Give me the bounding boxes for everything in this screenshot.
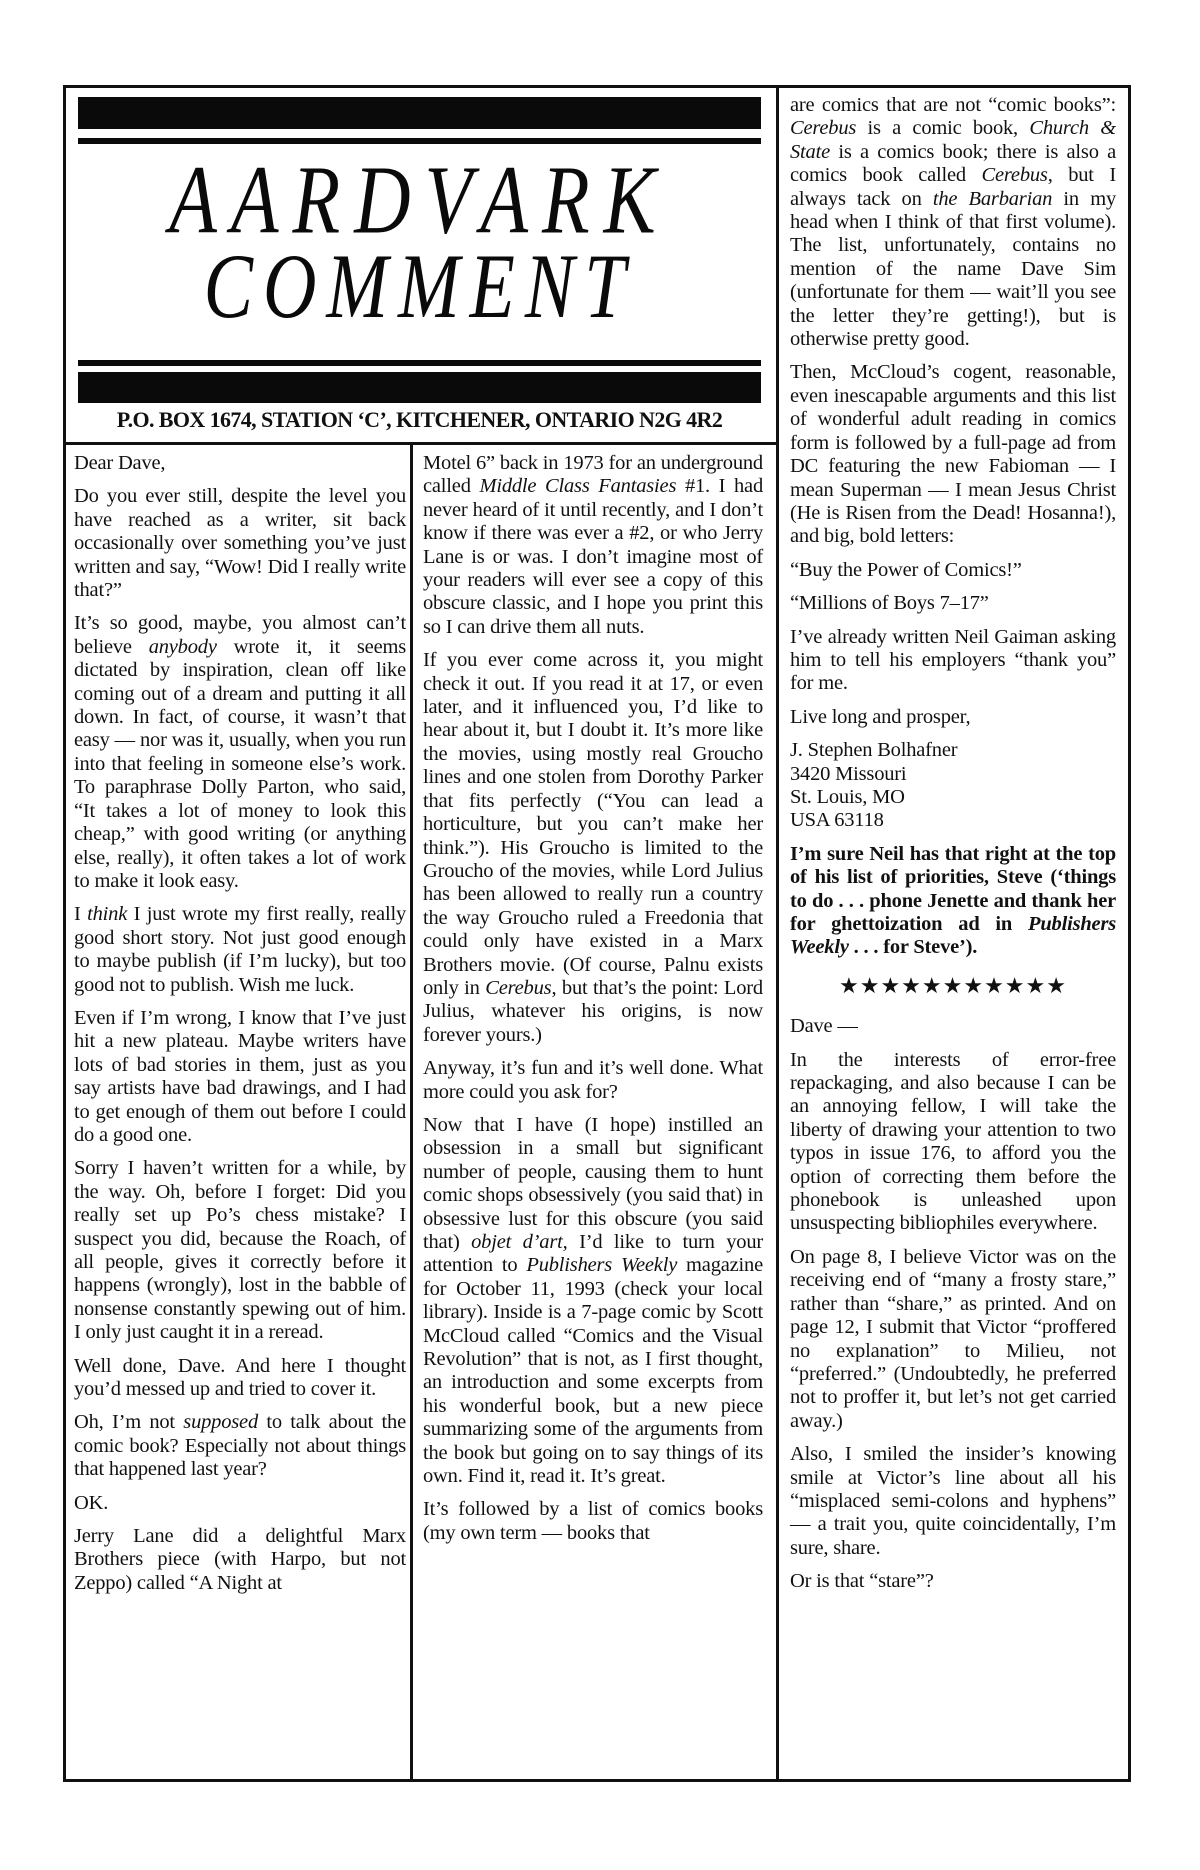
text-run: to talk about the comic book? Especially not about things that happened last year? — [74, 1411, 406, 1481]
text-run: Do you ever still, despite the level you have reached as a writer, sit back occasionally over something you’ve just written and say, “Wow! Did I really write that?” — [74, 485, 406, 602]
paragraph — [74, 485, 406, 602]
paragraph — [790, 94, 1116, 351]
paragraph — [790, 559, 1116, 582]
text-run: #1. I had never heard of it until recently, and I don’t know if there was ever a #2, or who Jerry Lane is or was. I don’t imagine most of your readers will ever see a copy of this obscure classic, and I hope you print this so I can drive them all nuts. — [423, 475, 763, 638]
signature-line: 3420 Missouri — [790, 762, 907, 785]
paragraph — [74, 612, 406, 893]
signature-block — [790, 739, 1116, 833]
paragraph — [74, 1157, 406, 1344]
paragraph — [423, 649, 763, 1047]
paragraph — [790, 361, 1116, 548]
paragraph — [790, 706, 1116, 729]
text-run: Then, McCloud’s cogent, reasonable, even inescapable arguments and this list of wonderful adult reading in comics form is followed by a full-page ad from DC featuring the new Fabioman — I mean Superman — I mean Jesus Christ (He is Risen from the Dead! Hosanna!), and big, bold letters: — [790, 361, 1116, 548]
star-separator: ★★★★★★★★★★★ — [839, 972, 1067, 998]
paragraph — [790, 1246, 1116, 1433]
text-run: is a comics book; there is also a comics book called — [790, 140, 1116, 187]
italic-text: anybody — [148, 635, 217, 658]
text-run: , but I always tack on — [790, 164, 1116, 210]
text-run: Dave — — [790, 1015, 858, 1038]
text-run: If you ever come across it, you might check it out. If you read it at 17, or even later, and it influenced you, I’d like to hear about it, but I doubt it. It’s more like the movies, using mostly real Groucho lines and one stolen from Dorothy Parker that fits perfectly (“You can lead a horticulture, but you can’t make her think.”). His Groucho is limited to the Groucho of the movies, while Lord Julius has been allowed to really run a country the way Groucho ruled a Freedonia that could only have existed in a Marx Brothers movie. (Of course, Palnu exists only in — [423, 649, 763, 999]
text-run: Even if I’m wrong, I know that I’ve just hit a new plateau. Maybe writers have lots of bad stories in them, just as you say artists have bad drawings, and I had to get enough of them out before I could do a good one. — [74, 1006, 406, 1146]
text-run: Anyway, it’s fun and it’s well done. What more could you ask for? — [423, 1057, 763, 1103]
paragraph — [423, 1498, 763, 1545]
paragraph — [74, 1007, 406, 1147]
italic-text: Cerebus — [485, 976, 552, 999]
text-run: “Buy the Power of Comics!” — [790, 558, 1022, 581]
paragraph — [790, 626, 1116, 696]
letter-column-right — [790, 94, 1116, 1604]
italic-text: Cerebus — [790, 117, 857, 140]
paragraph — [423, 1114, 763, 1489]
text-run: It’s so good, maybe, you almost can’t believe — [74, 612, 406, 658]
italic-text: Middle Class Fantasies — [479, 475, 677, 498]
mailing-address: P.O. BOX 1674, STATION ‘C’, KITCHENER, ONTARIO N2G 4R2 — [116, 407, 723, 432]
text-run: Motel 6” back in 1973 for an underground called — [423, 452, 763, 498]
text-run: Jerry Lane did a delightful Marx Brothers piece (with Harpo, but not Zeppo) called “A Night at — [74, 1525, 406, 1594]
text-run: Dear Dave, — [74, 452, 166, 474]
italic-text: Church & State — [790, 117, 1117, 163]
italic-text: Publishers Weekly — [790, 913, 1116, 959]
text-run: , but that’s the point: Lord Julius, whatever his origins, is now forever yours.) — [423, 976, 763, 1046]
text-run: I’d like to turn your attention to — [423, 1231, 763, 1277]
paragraph — [790, 1443, 1116, 1560]
column-divider — [410, 442, 413, 1779]
paragraph — [423, 452, 763, 639]
text-run: I’ve already written Neil Gaiman asking him to tell his employers “thank you” for me. — [790, 625, 1116, 695]
paragraph — [74, 903, 406, 997]
text-run: “Millions of Boys 7–17” — [790, 592, 989, 615]
paragraph — [74, 1492, 406, 1515]
signature-line: USA 63118 — [790, 809, 884, 832]
text-run: Oh, I’m not — [74, 1411, 184, 1434]
text-run: wrote it, it seems dictated by inspiration, clean off like coming out of a dream and putting it all down. In fact, of course, it wasn’t that easy — nor was it, usually, when you run into that feeling in someone else’s work. To paraphrase Dolly Parton, who said, “It takes a lot of money to look this cheap,” with good writing (or anything else, really), it often takes a lot of work to make it look easy. — [74, 635, 406, 892]
text-run: Also, I smiled the insider’s knowing smile at Victor’s line about all his “misplaced semi-colons and hyphens” — a trait you, quite coincidentally, I’m sure, share. — [790, 1443, 1116, 1559]
text-run: I just wrote my first really, really good short story. Not just good enough to maybe publish (if I’m lucky), but too good not to publish. Wish me luck. — [74, 903, 406, 996]
italic-text: objet d’art, — [471, 1231, 568, 1253]
italic-text: Cerebus — [981, 164, 1048, 187]
paragraph — [790, 1015, 1116, 1038]
text-run: Or is that “stare”? — [790, 1570, 934, 1593]
signature-line: J. Stephen Bolhafner — [790, 739, 958, 762]
text-run: On page 8, I believe Victor was on the receiving end of “many a frosty stare,” rather than “share,” as printed. And on page 12, I submit that Victor “proffered no explanation” to Milieu, not “preferred.” (Undoubtedly, he preferred not to proffer it, but let’s not get carried away.) — [790, 1245, 1116, 1432]
text-run: OK. — [74, 1491, 109, 1514]
masthead-bar-thick-bottom — [78, 372, 761, 403]
letter-column-left — [74, 452, 406, 1605]
text-run: . . . for Steve’). — [848, 936, 978, 959]
paragraph — [790, 1570, 1116, 1593]
paragraph — [74, 452, 406, 475]
paragraph — [74, 1525, 406, 1595]
letter-column-middle — [423, 452, 763, 1555]
text-run: Well done, Dave. And here I thought you’d messed up and tried to cover it. — [74, 1354, 406, 1401]
masthead-title-line1: AARDVARK — [169, 145, 670, 254]
text-run: I — [74, 903, 88, 926]
text-run: is a comic book, — [856, 117, 1030, 140]
text-run: I’m sure Neil has that right at the top of his list of priorities, Steve (‘things to do . . . phone Jenette and thank her for ghettoization ad in — [790, 842, 1116, 935]
text-run: It’s followed by a list of comics books (my own term — books that — [423, 1498, 763, 1544]
column-divider — [776, 85, 779, 1779]
signature-line: St. Louis, MO — [790, 785, 905, 808]
paragraph — [74, 1411, 406, 1481]
text-run: Live long and prosper, — [790, 705, 971, 728]
paragraph — [423, 1057, 763, 1104]
text-run: in my head when I think of that first volume). The list, unfortunately, contains no mention of the name Dave Sim (unfortunate for them — wait’ll you see the letter they’re getting!), but is otherwise pretty good. — [790, 187, 1116, 351]
text-run: are comics that are not “comic books”: — [790, 94, 1116, 116]
italic-text: the Barbarian — [932, 187, 1053, 210]
text-run: In the interests of error-free repackaging, and also because I can be an annoying fellow, I will take the liberty of drawing your attention to two typos in issue 176, to afford you the option of correcting them before the phonebook is unleashed upon unsuspecting bibliophiles everywhere. — [790, 1048, 1116, 1235]
italic-text: Publishers Weekly — [526, 1254, 678, 1277]
editor-reply — [790, 843, 1116, 960]
masthead — [63, 85, 779, 445]
text-run: Now that I have (I hope) instilled an obsession in a small but significant number of people, causing them to hunt comic shops obsessively (you said that) in obsessive lust for this obscure (you said that) — [423, 1113, 763, 1253]
italic-text: supposed — [183, 1411, 259, 1434]
text-run: magazine for October 11, 1993 (check your local library). Inside is a 7-page comic by Scott McCloud called “Comics and the Visual Revolution” that is not, as I first thought, an introduction and some excerpts from his wonderful book, but a new piece summarizing some of the arguments from the book but going on to say things of its own. Find it, read it. It’s great. — [423, 1254, 763, 1488]
masthead-title-line2: COMMENT — [203, 235, 636, 339]
paragraph — [790, 1049, 1116, 1236]
masthead-bar-thin-bottom — [78, 360, 761, 366]
paragraph — [74, 1355, 406, 1402]
italic-text: think — [87, 903, 128, 926]
masthead-bar-thick-top — [78, 97, 761, 129]
text-run: Sorry I haven’t written for a while, by the way. Oh, before I forget: Did you really set up Po’s chess mistake? I suspect you did, because the Roach, of all people, gives it correctly before it happens (wrongly), lost in the babble of nonsense constantly spewing out of him. I only just caught it in a reread. — [74, 1157, 406, 1344]
paragraph — [790, 592, 1116, 615]
